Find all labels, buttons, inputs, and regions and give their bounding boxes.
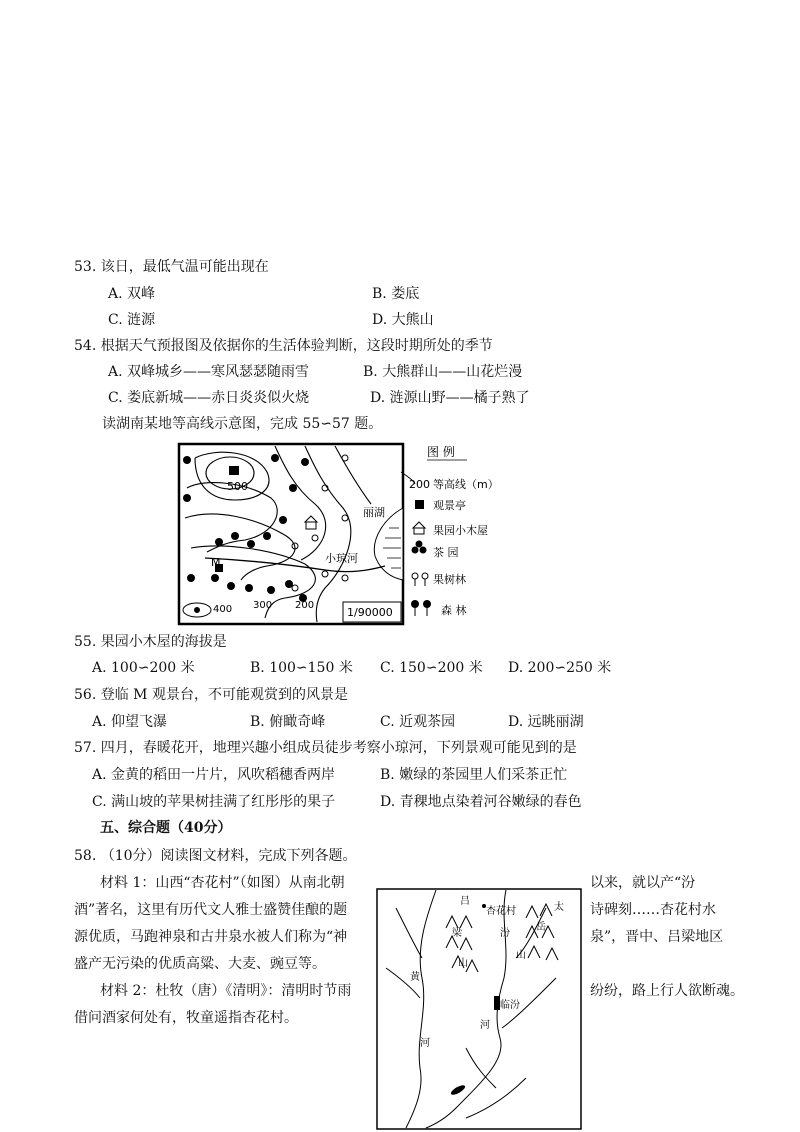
q58-material1-line3-right: 泉”，晋中、吕梁地区	[590, 929, 724, 945]
xinghuacun-label: 杏花村	[486, 906, 516, 917]
river-label: 小琼河	[325, 552, 358, 565]
q58-stem: 58. （10分）阅读图文材料，完成下列各题。	[74, 848, 357, 864]
q54-option-c: C. 娄底新城——赤日炎炎似火烧	[108, 390, 310, 406]
fen-river-label: 汾	[500, 928, 510, 939]
river-label-2: 河	[420, 1038, 430, 1049]
q58-material1-line2-right: 诗碑刻……杏花村水	[590, 902, 716, 918]
q55-stem: 55. 果园小木屋的海拔是	[74, 634, 227, 650]
legend-title: 图 例	[427, 445, 455, 459]
huanghe-label: 黄	[410, 972, 420, 983]
q58-material1-line4: 盛产无污染的优质高粱、大麦、豌豆等。	[74, 956, 326, 972]
q57-option-c: C. 满山坡的苹果树挂满了红彤彤的果子	[92, 794, 336, 810]
q56-option-b: B. 俯瞰奇峰	[250, 714, 326, 730]
q54-stem: 54. 根据天气预报图及依据你的生活体验判断，这段时期所处的季节	[74, 338, 493, 354]
legend-cabin: 果园小木屋	[433, 524, 488, 537]
lake-label: 丽湖	[363, 506, 385, 519]
q57-option-b: B. 嫩绿的茶园里人们采茶正忙	[380, 767, 568, 783]
q58-material2-line1: 材料 2：杜牧（唐）《清明》：清明时节雨	[100, 983, 352, 999]
m-point-label: M	[211, 556, 221, 569]
linfen-label: 临汾	[500, 1000, 520, 1011]
q58-material1-line1-right: 以来，就以产“汾	[590, 875, 696, 891]
contour-label-500: 500	[227, 480, 248, 493]
contour-map	[175, 438, 620, 628]
q58-material2-line1-right: 纷纷，路上行人欲断魂。	[590, 983, 744, 999]
q53-option-b: B. 娄底	[372, 286, 420, 302]
contour-label-300: 300	[253, 600, 273, 611]
q55-option-b: B. 100∽150 米	[250, 660, 353, 676]
legend-forest: 森 林	[441, 604, 467, 617]
lvliang-label-3: 山	[458, 958, 468, 969]
legend-contour: 等高线（m）	[433, 478, 499, 491]
legend-contour-value: 200	[409, 478, 430, 491]
q57-option-a: A. 金黄的稻田一片片，风吹稻穗香两岸	[92, 767, 336, 783]
q53-option-a: A. 双峰	[108, 286, 156, 302]
lvliang-label-2: 梁	[452, 928, 462, 939]
q54-option-a: A. 双峰城乡——寒风瑟瑟随雨雪	[108, 364, 310, 380]
intro-55-57: 读湖南某地等高线示意图，完成 55∽57 题。	[102, 416, 383, 432]
q58-material1-line2: 酒”著名，这里有历代文人雅士盛赞佳酿的题	[74, 902, 348, 918]
q53-stem: 53. 该日，最低气温可能出现在	[74, 259, 269, 275]
legend-orchard: 果树林	[433, 573, 466, 586]
q56-option-d: D. 远眺丽湖	[508, 714, 584, 730]
q56-option-c: C. 近观茶园	[380, 714, 456, 730]
taiyue-label-3: 山	[516, 950, 526, 961]
q58-material1-line3: 源优质，马跑神泉和古井泉水被人们称为“神	[74, 929, 348, 945]
q56-option-a: A. 仰望飞瀑	[92, 714, 168, 730]
q54-option-b: B. 大熊群山——山花烂漫	[363, 364, 523, 380]
q55-option-d: D. 200∽250 米	[508, 660, 612, 676]
q57-stem: 57. 四月，春暖花开，地理兴趣小组成员徒步考察小琼河，下列景观可能见到的是	[74, 740, 577, 756]
section-5-title: 五、综合题（40分）	[100, 820, 232, 836]
q56-stem: 56. 登临 M 观景台，不可能观赏到的风景是	[74, 687, 348, 703]
q53-option-d: D. 大熊山	[372, 312, 434, 328]
q53-option-c: C. 涟源	[108, 312, 156, 328]
q58-material2-line2: 借问酒家何处有，牧童遥指杏花村。	[74, 1010, 298, 1026]
legend-pavilion: 观景亭	[433, 499, 466, 512]
river-label-1: 河	[480, 1020, 490, 1031]
contour-label-400: 400	[213, 604, 233, 615]
taiyue-label-2: 岳	[536, 922, 546, 933]
q55-option-c: C. 150∽200 米	[380, 660, 483, 676]
contour-label-200: 200	[295, 600, 315, 611]
taiyue-label-1: 太	[554, 902, 564, 913]
shanxi-map	[376, 888, 582, 1130]
lvliang-label-1: 吕	[460, 896, 470, 907]
legend-tea: 茶 园	[433, 546, 459, 559]
q55-option-a: A. 100∽200 米	[92, 660, 195, 676]
q57-option-d: D. 青稞地点染着河谷嫩绿的春色	[380, 794, 582, 810]
q58-material1-line1: 材料 1：山西“杏花村”（如图）从南北朝	[100, 875, 345, 891]
scale-label: 1/90000	[347, 606, 393, 619]
q54-option-d: D. 涟源山野——橘子熟了	[370, 390, 530, 406]
